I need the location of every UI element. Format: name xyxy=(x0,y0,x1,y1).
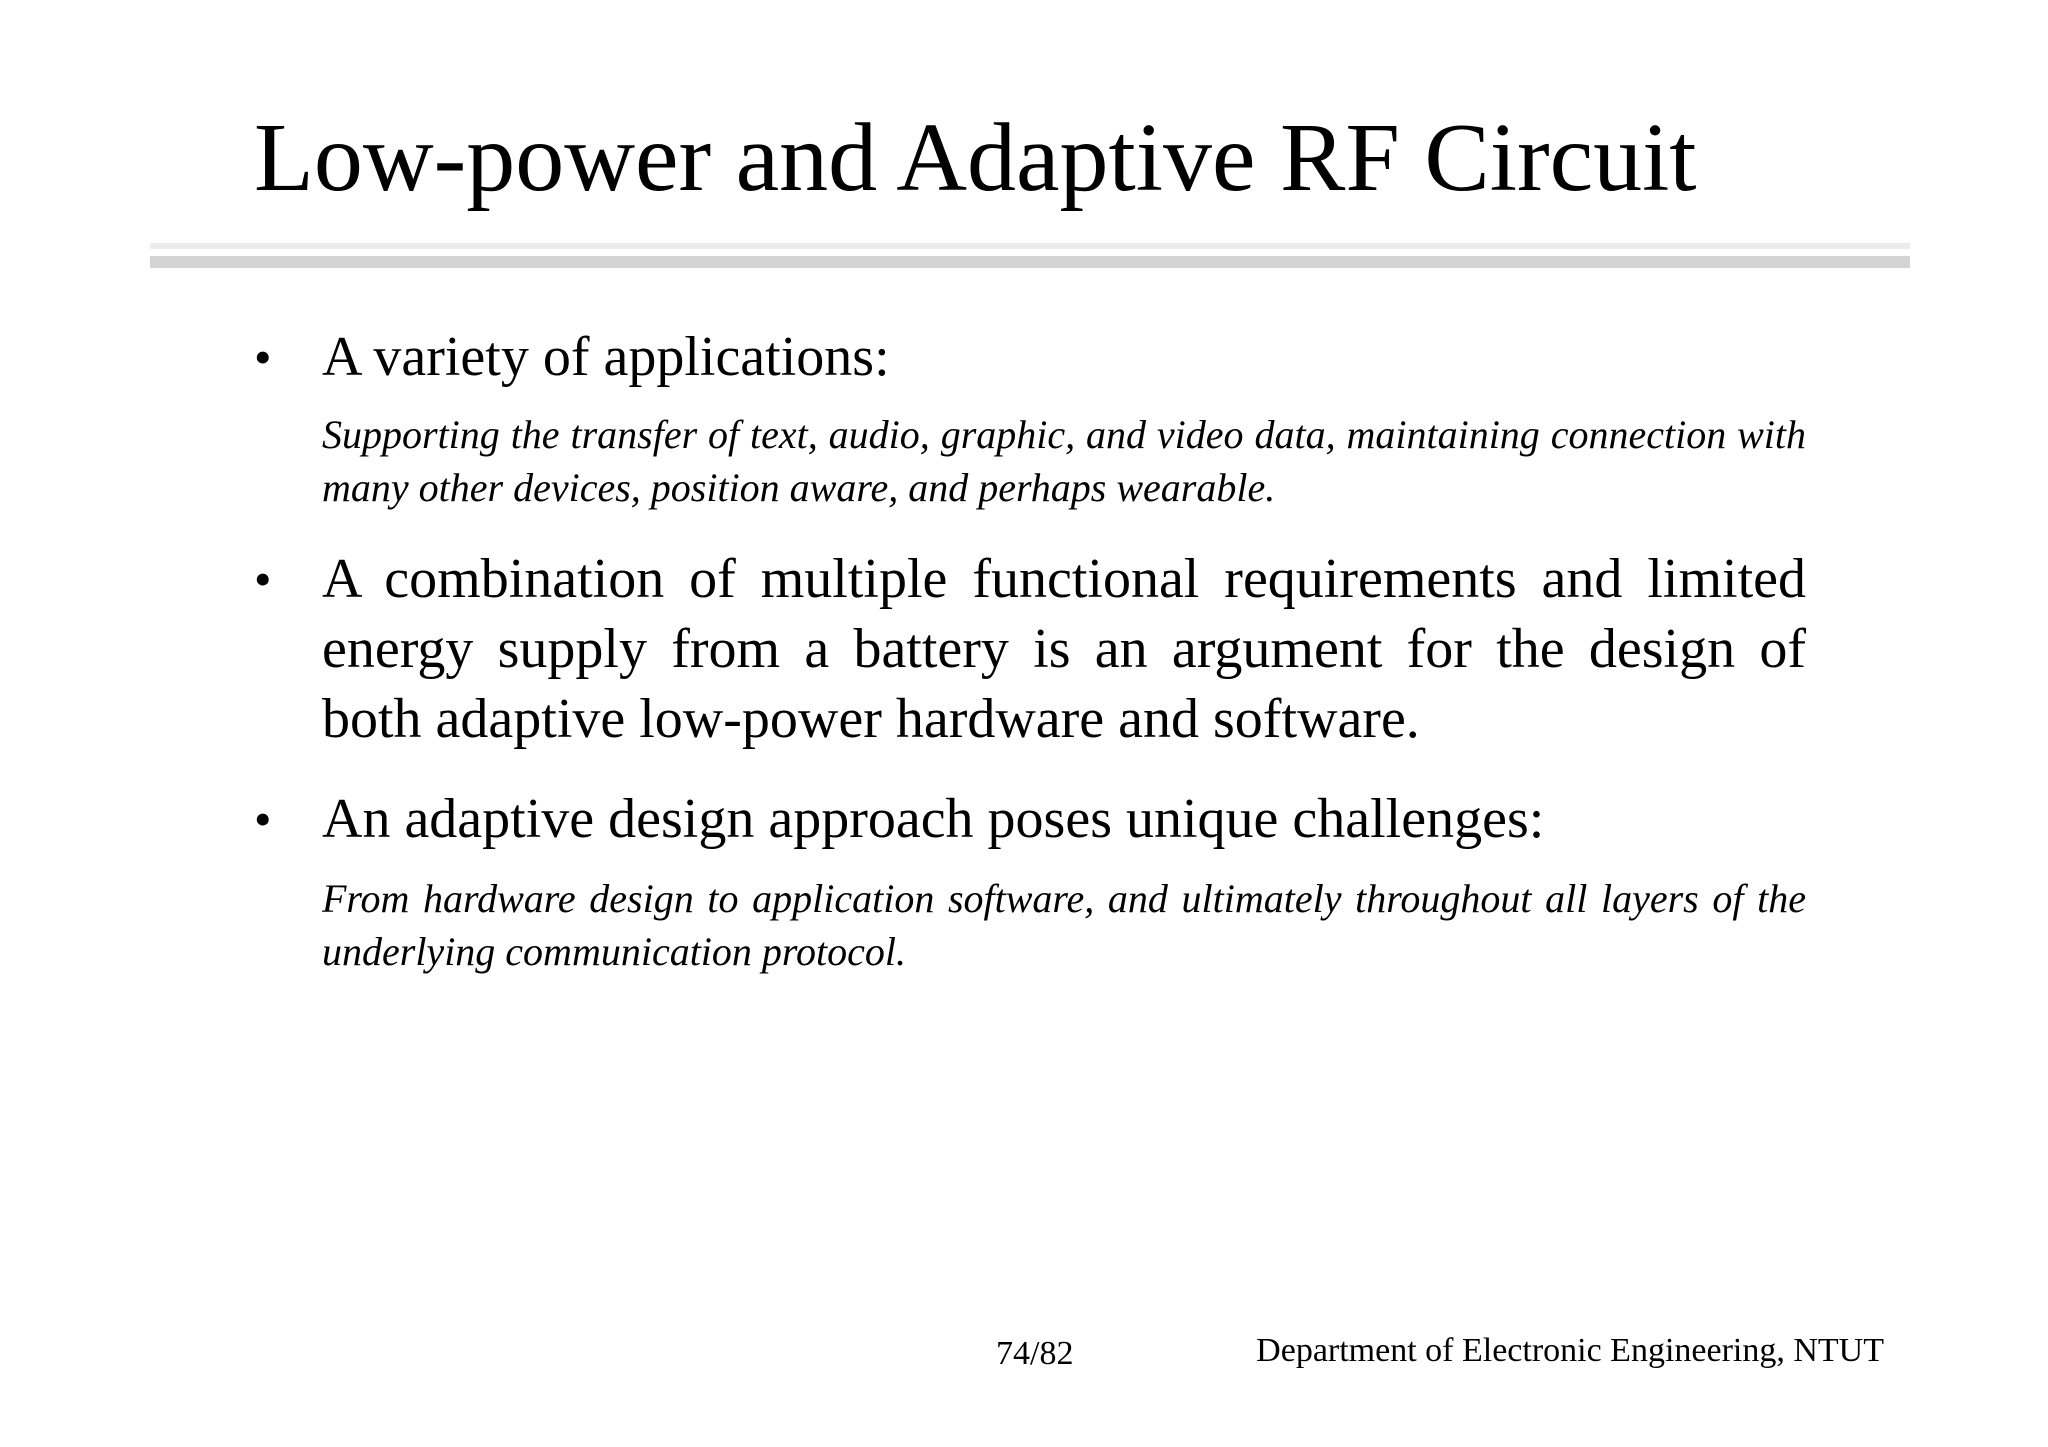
bullet-item xyxy=(254,784,1806,854)
bullet-subtext: Supporting the transfer of text, audio, graphic, and video data, maintaining connection with many other devices, position aware, and perhaps wearable. xyxy=(322,412,1806,510)
bullet-marker: • xyxy=(254,329,272,385)
footer-department: Department of Electronic Engineering, NTUT xyxy=(1256,1332,1884,1369)
bullet-item xyxy=(254,544,1806,754)
bullet-text: An adaptive design approach poses unique challenges: xyxy=(322,788,1545,850)
title-divider-thick xyxy=(150,256,1910,268)
bullet-marker: • xyxy=(254,551,272,607)
title-divider-thin xyxy=(150,243,1910,249)
bullet-item xyxy=(254,322,1806,392)
slide-content xyxy=(254,322,1806,978)
slide-title: Low-power and Adaptive RF Circuit xyxy=(254,104,1697,212)
page-number: 74/82 xyxy=(996,1335,1074,1372)
bullet-text: A variety of applications: xyxy=(322,326,890,388)
bullet-text: A combination of multiple functional requirements and limited energy supply from a battery is an argument for the design of both adaptive low-power hardware and software. xyxy=(322,548,1806,750)
bullet-subtext: From hardware design to application software, and ultimately throughout all layers of the underlying communication protocol. xyxy=(322,876,1806,974)
bullet-marker: • xyxy=(254,791,272,847)
